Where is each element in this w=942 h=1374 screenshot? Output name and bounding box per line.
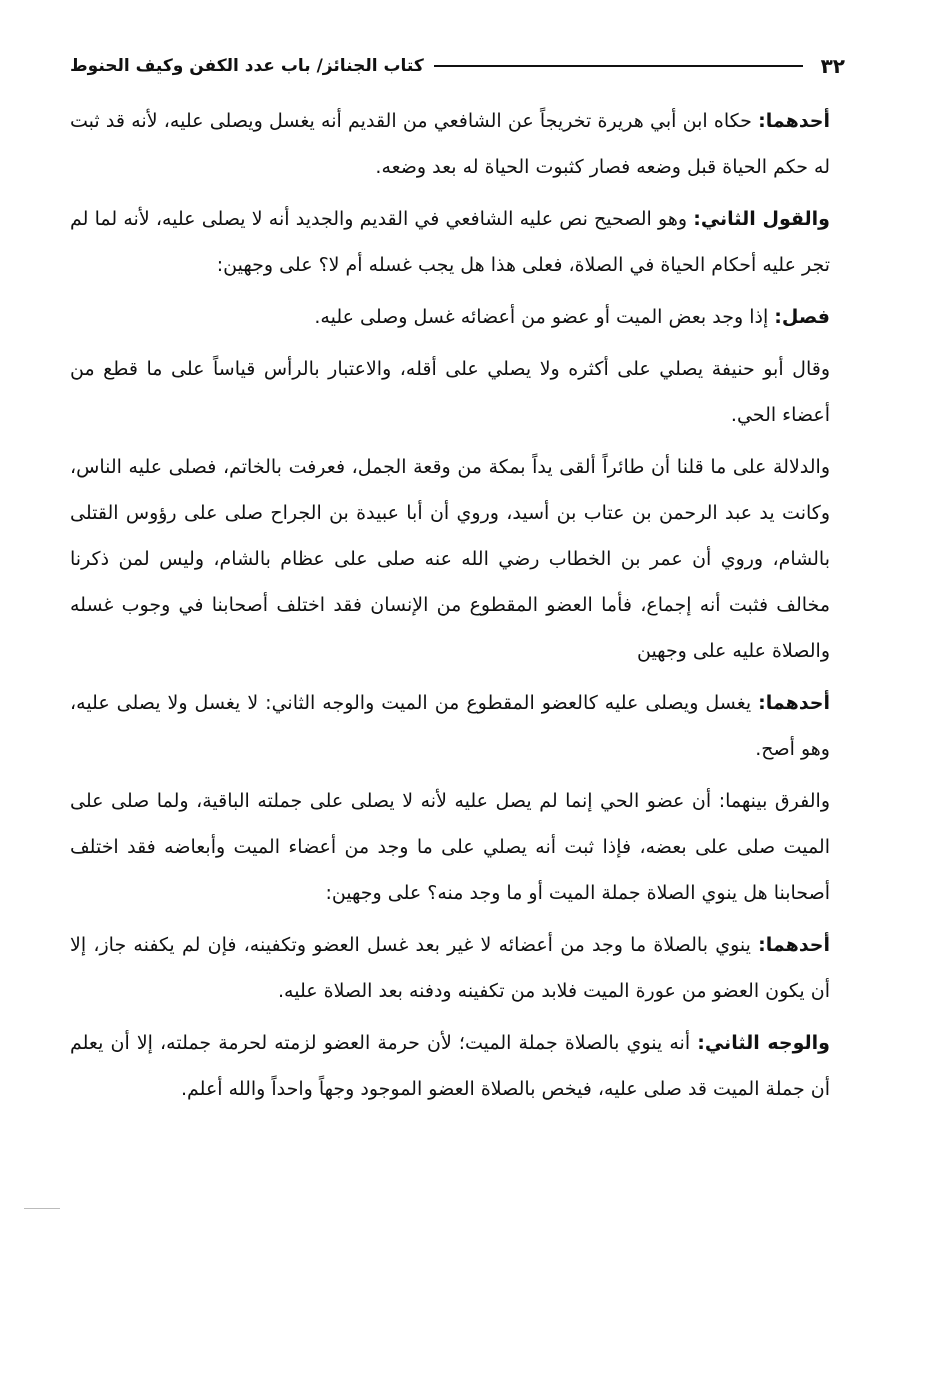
- paragraph-text: يغسل ويصلى عليه كالعضو المقطوع من الميت والوجه الثاني: لا يغسل ولا يصلى عليه، وهو أصح.: [70, 692, 830, 760]
- paragraph-text: وهو الصحيح نص عليه الشافعي في القديم والجديد أنه لا يصلى عليه، لأنه لما لم تجر عليه أحكام الحياة في الصلاة، فعلى هذا هل يجب غسله أم لا؟ على وجهين:: [70, 208, 830, 276]
- paragraph-text: وقال أبو حنيفة يصلي على أكثره ولا يصلي على أقله، والاعتبار بالرأس قياساً على ما قطع من أعضاء الحي.: [70, 358, 830, 426]
- paragraph: [70, 294, 830, 340]
- paragraph-text: ينوي بالصلاة ما وجد من أعضائه لا غير بعد غسل العضو وتكفينه، فإن لم يكفنه جاز، إلا أن يكون العضو من عورة الميت فلابد من تكفينه ودفنه بعد الصلاة عليه.: [70, 934, 830, 1002]
- paragraph: [70, 444, 830, 674]
- paragraph-lead: والوجه الثاني:: [697, 1032, 830, 1054]
- paragraph: [70, 196, 830, 288]
- paragraph-lead: والقول الثاني:: [693, 208, 830, 230]
- paragraph-text: والدلالة على ما قلنا أن طائراً ألقى يداً بمكة من وقعة الجمل، فعرفت بالخاتم، فصلى عليه الناس، وكانت يد عبد الرحمن بن عتاب بن أسيد، وروي أن أبا عبيدة بن الجراح صلى على رؤوس القتلى بالشام، وروي أن عمر بن الخطاب رضي الله عنه صلى على عظام بالشام، وليس لمن ذكرنا مخالف فثبت أنه إجماع، فأما العضو المقطوع من الإنسان فقد اختلف أصحابنا في وجوب غسله والصلاة عليه على وجهين: [70, 456, 830, 662]
- paragraph: [70, 1020, 830, 1112]
- page-body: [70, 98, 830, 1118]
- paragraph: [70, 922, 830, 1014]
- page-number: ٣٢: [820, 54, 845, 78]
- paragraph-lead: أحدهما:: [758, 692, 830, 714]
- paragraph-text: حكاه ابن أبي هريرة تخريجاً عن الشافعي من القديم أنه يغسل ويصلى عليه، لأنه قد ثبت له حكم الحياة قبل وضعه فصار كثبوت الحياة له بعد وضعه.: [70, 110, 830, 178]
- paragraph-lead: أحدهما:: [758, 934, 830, 956]
- paragraph-lead: فصل:: [774, 306, 830, 328]
- paragraph-text: إذا وجد بعض الميت أو عضو من أعضائه غسل وصلى عليه.: [314, 306, 775, 328]
- paragraph: [70, 778, 830, 916]
- header-rule: [434, 65, 803, 67]
- header-title: كتاب الجنائز/ باب عدد الكفن وكيف الحنوط: [70, 56, 424, 76]
- paragraph: [70, 98, 830, 190]
- scan-artifact: [24, 1208, 60, 1209]
- paragraph: [70, 680, 830, 772]
- paragraph-lead: أحدهما:: [758, 110, 830, 132]
- running-header: [70, 48, 845, 84]
- paragraph-text: أنه ينوي بالصلاة جملة الميت؛ لأن حرمة العضو لزمته لحرمة جملته، إلا أن يعلم أن جملة الميت قد صلى عليه، فيخص بالصلاة العضو الموجود وجهاً واحداً والله أعلم.: [70, 1032, 830, 1100]
- paragraph-text: والفرق بينهما: أن عضو الحي إنما لم يصل عليه لأنه لا يصلى على جملته الباقية، ولما صلى على الميت صلى على بعضه، فإذا ثبت أنه يصلي على ما وجد من أعضاء الميت وأبعاضه فقد اختلف أصحابنا هل ينوي الصلاة جملة الميت أو ما وجد منه؟ على وجهين:: [70, 790, 830, 904]
- paragraph: [70, 346, 830, 438]
